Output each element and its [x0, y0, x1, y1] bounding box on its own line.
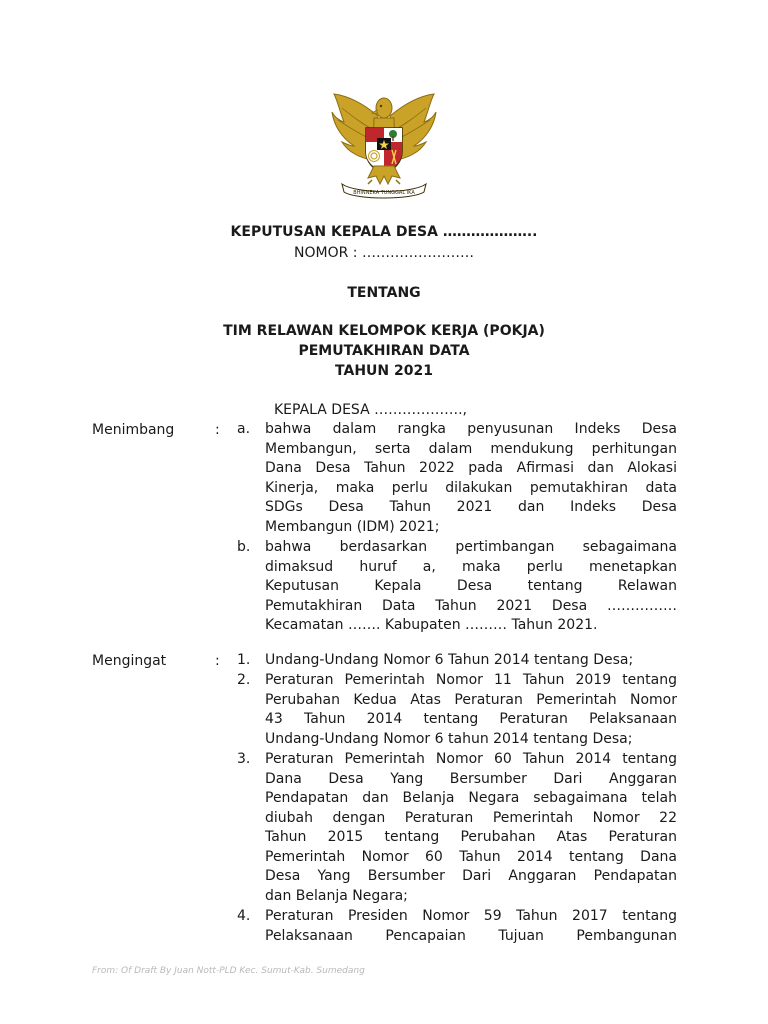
text-line: Pemutakhiran Data Tahun 2021 Desa ……………	[265, 597, 677, 614]
text-line: Keputusan Kepala Desa tentang Relawan	[265, 578, 677, 594]
tentang-heading: TENTANG	[347, 285, 421, 301]
decree-title: KEPUTUSAN KEPALA DESA ………………..	[230, 224, 538, 240]
svg-text:BHINNEKA TUNGGAL IKA: BHINNEKA TUNGGAL IKA	[353, 190, 415, 196]
subject-line-3: TAHUN 2021	[335, 363, 433, 379]
mengingat-colon: :	[215, 653, 220, 669]
text-line: Kecamatan ……. Kabupaten ……… Tahun 2021.	[265, 617, 598, 633]
garuda-pancasila-emblem-icon	[328, 86, 440, 202]
text-line: Membangun, serta dalam mendukung perhitungan	[265, 440, 677, 457]
text-line: 43 Tahun 2014 tentang Peraturan Pelaksanaan	[265, 711, 677, 727]
decree-number: NOMOR : ……………………	[294, 245, 474, 261]
text-line: Pelaksanaan Pencapaian Tujuan Pembangunan	[265, 927, 677, 944]
text-line: dimaksud huruf a, maka perlu menetapkan	[265, 558, 677, 575]
text-line: SDGs Desa Tahun 2021 dan Indeks Desa	[265, 499, 677, 515]
text-line: Membangun (IDM) 2021;	[265, 518, 440, 535]
text-line: Dana Desa Tahun 2022 pada Afirmasi dan Alokasi	[265, 460, 677, 476]
kepala-desa-heading: KEPALA DESA ……………….,	[274, 402, 467, 418]
text-line: Peraturan Pemerintah Nomor 60 Tahun 2014 tentang	[265, 751, 677, 767]
text-line: bahwa dalam rangka penyusunan Indeks Desa	[265, 421, 677, 437]
text-line: Undang-Undang Nomor 6 tahun 2014 tentang Desa;	[265, 730, 633, 747]
text-line: Dana Desa Yang Bersumber Dari Anggaran	[265, 770, 677, 787]
text-line: dan Belanja Negara;	[265, 887, 408, 904]
text-line: Peraturan Pemerintah Nomor 11 Tahun 2019 tentang	[265, 672, 677, 688]
subject-line-1: TIM RELAWAN KELOMPOK KERJA (POKJA)	[223, 323, 545, 339]
text-line: Pendapatan dan Belanja Negara sebagaimana telah	[265, 790, 677, 806]
menimbang-label: Menimbang	[92, 422, 175, 438]
text-line: diubah dengan Peraturan Pemerintah Nomor 22	[265, 809, 677, 826]
item-marker: a.	[237, 421, 251, 437]
item-marker: b.	[237, 539, 251, 555]
item-marker: 4.	[237, 908, 251, 924]
text-line: Peraturan Presiden Nomor 59 Tahun 2017 tentang	[265, 908, 677, 924]
item-marker: 2.	[237, 672, 251, 688]
item-marker: 3.	[237, 751, 251, 767]
footer-watermark: From: Of Draft By Juan Nott-PLD Kec. Sumut-Kab. Sumedang	[92, 966, 365, 976]
text-line: Kinerja, maka perlu dilakukan pemutakhiran data	[265, 479, 677, 496]
subject-line-2: PEMUTAKHIRAN DATA	[298, 343, 470, 359]
text-line: Undang-Undang Nomor 6 Tahun 2014 tentang Desa;	[265, 652, 634, 668]
text-line: Tahun 2015 tentang Perubahan Atas Peraturan	[265, 829, 677, 845]
menimbang-colon: :	[215, 422, 220, 438]
text-line: Desa Yang Bersumber Dari Anggaran Pendapatan	[265, 868, 677, 884]
text-line: bahwa berdasarkan pertimbangan sebagaimana	[265, 539, 677, 555]
item-marker: 1.	[237, 652, 251, 668]
text-line: Perubahan Kedua Atas Peraturan Pemerintah Nomor	[265, 691, 677, 708]
mengingat-label: Mengingat	[92, 653, 167, 669]
text-line: Pemerintah Nomor 60 Tahun 2014 tentang Dana	[265, 848, 677, 865]
